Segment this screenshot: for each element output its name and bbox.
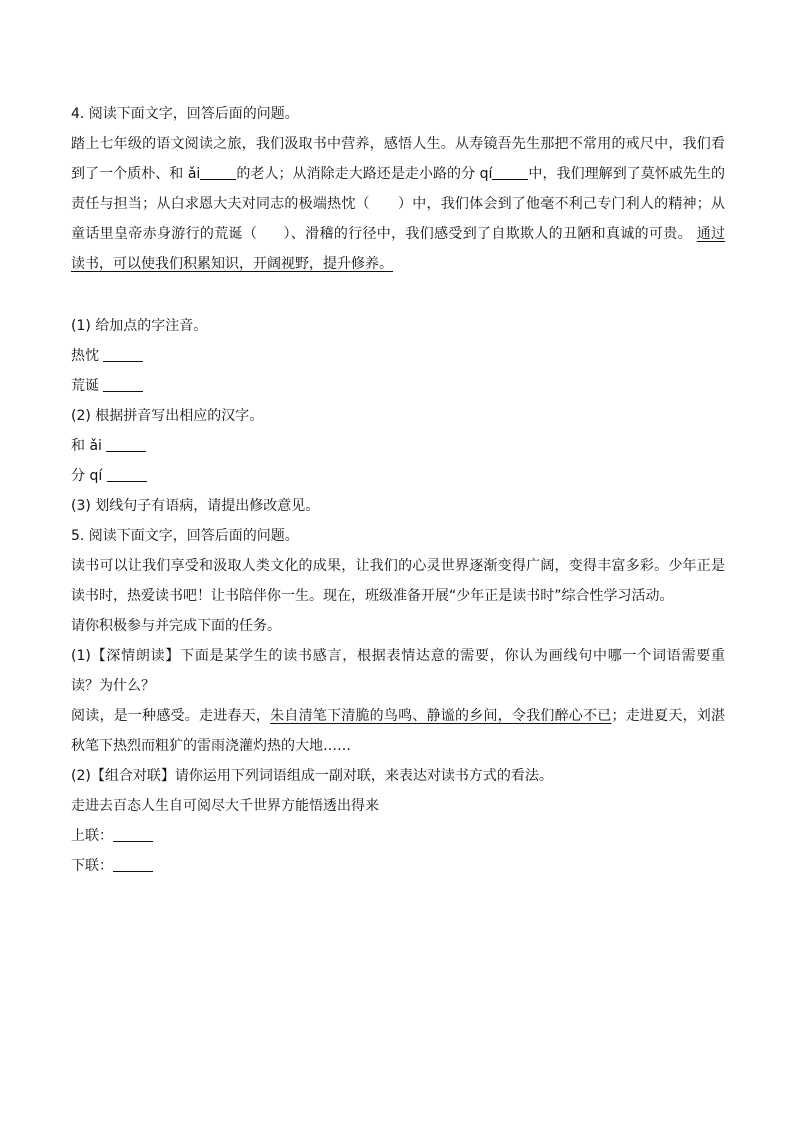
answer-blank[interactable] xyxy=(103,345,143,362)
q4-passage-text: ）中，我们体会到了他毫不利己专门利人的精神；从 xyxy=(397,196,726,212)
q4-passage-line-2 xyxy=(71,159,725,189)
q4-passage-text: 童话里皇帝赤身游行的荒诞（ xyxy=(71,226,258,242)
q4-sub2-item-a xyxy=(71,431,725,461)
q4-passage-line-3 xyxy=(71,189,725,219)
quote-text: ；走进夏天，刘湛 xyxy=(611,708,726,724)
document-content xyxy=(71,99,725,881)
quote-text: 阅读，是一种感受。走进春天， xyxy=(71,708,271,724)
q4-passage-text: 到了一个质朴、和 ǎi xyxy=(71,166,201,182)
q4-sub1-item-a xyxy=(71,341,725,371)
q5-sub1-prompt-line-2: 读？为什么？ xyxy=(71,678,155,694)
q5-passage-line-3: 请你积极参与并完成下面的任务。 xyxy=(71,618,281,634)
answer-blank[interactable] xyxy=(113,825,153,842)
q4-sub2-item-b xyxy=(71,461,725,491)
q5-quote-line-2: 秋笔下热烈而粗犷的雷雨浇灌灼热的大地…… xyxy=(71,738,351,754)
q5-lower-couplet xyxy=(71,851,725,881)
q4-passage-text: 的老人；从消除走大路还是走小路的分 qí xyxy=(236,166,493,182)
underlined-sentence: 通过 xyxy=(696,226,726,242)
spacer xyxy=(71,279,725,311)
item-label: 上联： xyxy=(71,828,113,844)
q4-passage-text: 中，我们理解到了莫怀戚先生的 xyxy=(528,166,726,182)
q4-passage-line-5 xyxy=(71,249,725,279)
q5-quote-line-1 xyxy=(71,701,725,731)
q5-title: 5. 阅读下面文字，回答后面的问题。 xyxy=(71,528,299,544)
q4-passage-text: ）、滑稽的行径中，我们感受到了自欺欺人的丑陋和真诚的可贵。 xyxy=(283,226,692,242)
underlined-sentence: 朱自清笔下清脆的鸟鸣、静谧的乡间，令我们醉心不已 xyxy=(270,708,612,724)
answer-blank[interactable] xyxy=(492,163,528,180)
q4-title: 4. 阅读下面文字，回答后面的问题。 xyxy=(71,106,299,122)
item-label: 热忱 xyxy=(71,348,99,364)
q4-sub1-prompt: (1) 给加点的字注音。 xyxy=(71,318,208,334)
q5-upper-couplet xyxy=(71,821,725,851)
q4-passage-text: 责任与担当；从白求恩大夫对同志的极端热忱（ xyxy=(71,196,370,212)
answer-blank[interactable] xyxy=(200,163,236,180)
answer-blank[interactable] xyxy=(107,465,147,482)
q4-sub3-prompt: (3) 划线句子有语病，请提出修改意见。 xyxy=(71,498,320,514)
q4-passage-line-1: 踏上七年级的语文阅读之旅，我们汲取书中营养，感悟人生。从寿镜吾先生那把不常用的戒尺中，我们看 xyxy=(71,136,725,152)
q5-word-list: 走进去百态人生自可阅尽大千世界方能悟透出得来 xyxy=(71,798,379,814)
underlined-sentence: 读书，可以使我们积累知识，开阔视野，提升修养。 xyxy=(71,256,393,272)
q5-sub1-prompt-line-1: (1)【深情朗读】下面是某学生的读书感言，根据表情达意的需要，你认为画线句中哪一个词语需要重 xyxy=(71,648,725,664)
q5-sub2-prompt: (2)【组合对联】请你运用下列词语组成一副对联，来表达对读书方式的看法。 xyxy=(71,768,553,784)
item-label: 分 qí xyxy=(71,468,103,484)
q5-passage-line-1: 读书可以让我们享受和汲取人类文化的成果，让我们的心灵世界逐渐变得广阔，变得丰富多彩。少年正是 xyxy=(71,558,725,574)
answer-blank[interactable] xyxy=(113,855,153,872)
q4-sub2-prompt: (2) 根据拼音写出相应的汉字。 xyxy=(71,408,264,424)
item-label: 和 ǎi xyxy=(71,438,102,454)
answer-blank[interactable] xyxy=(103,375,143,392)
q4-passage-line-4 xyxy=(71,219,725,249)
q4-sub1-item-b xyxy=(71,371,725,401)
item-label: 下联： xyxy=(71,858,113,874)
item-label: 荒诞 xyxy=(71,378,99,394)
q5-passage-line-2: 读书时，热爱读书吧！让书陪伴你一生。现在，班级准备开展“少年正是读书时”综合性学习活动。 xyxy=(71,588,674,604)
answer-blank[interactable] xyxy=(106,435,146,452)
